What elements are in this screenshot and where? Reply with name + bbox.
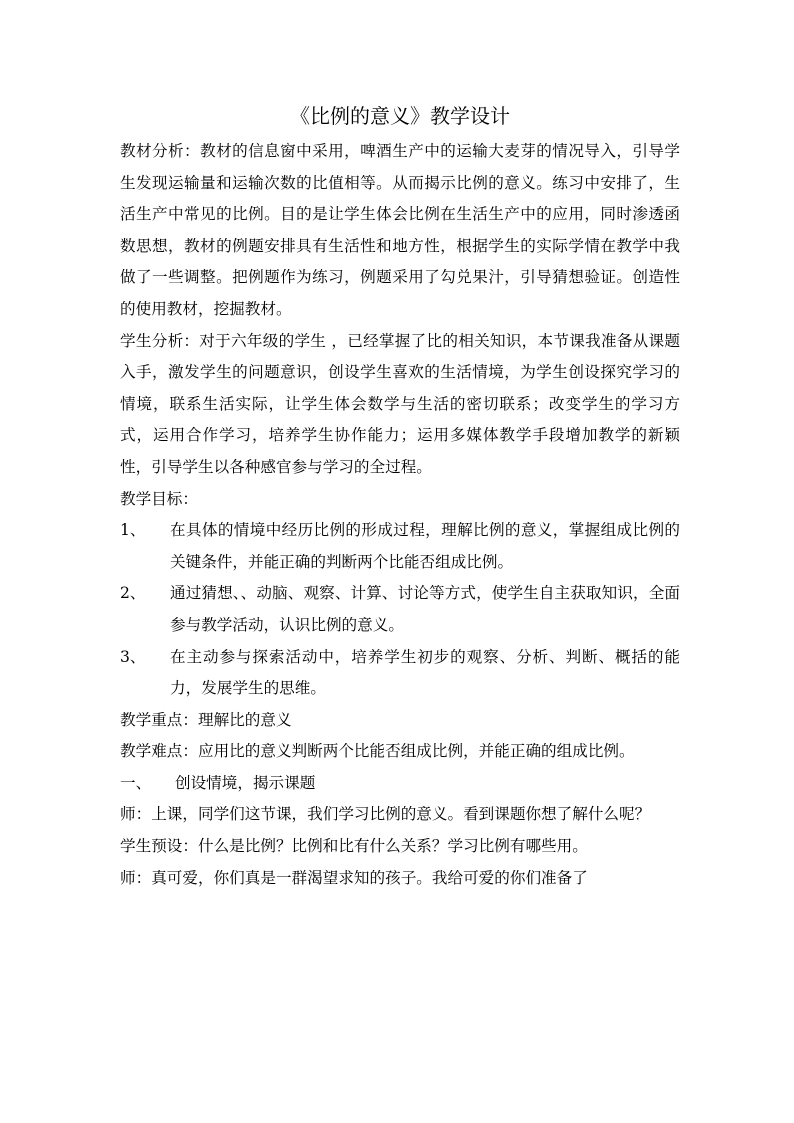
goal-item: [120, 642, 680, 705]
goal-number: 3、: [120, 647, 146, 666]
key-point-line: 教学重点：理解比的意义: [120, 710, 292, 729]
goal-text: 在主动参与探索活动中，培养学生初步的观察、分析、判断、概括的能力，发展学生的思维。: [170, 647, 680, 698]
difficulty-paragraph: 教学难点：应用比的意义判断两个比能否组成比例，并能正确的组成比例。: [120, 742, 635, 761]
textbook-analysis-paragraph: 教材分析：教材的信息窗中采用，啤酒生产中的运输大麦芽的情况导入，引导学生发现运输量和运输次数的比值相等。从而揭示比例的意义。练习中安排了，生活生产中常见的比例。目的是让学生体会比例在生活生产中的应用，同时渗透函数思想，教材的例题安排具有生活性和地方性，根据学生的实际学情在教学中我做了一些调整。把例题作为练习，例题采用了勾兑果汁，引导猜想验证。创造性的使用教材，挖掘教材。: [120, 142, 680, 318]
goal-item: [120, 515, 680, 578]
goal-number: 2、: [120, 584, 146, 603]
stage-heading: [120, 768, 680, 800]
goals-heading: 教学目标：: [120, 489, 198, 508]
teacher-line-1: 师：上课，同学们这节课，我们学习比例的意义。看到课题你想了解什么呢？: [120, 805, 651, 824]
stage-number: 一、: [120, 773, 152, 792]
goal-text: 在具体的情境中经历比例的形成过程，理解比例的意义，掌握组成比例的关键条件，并能正确的判断两个比能否组成比例。: [170, 521, 680, 571]
teacher-line-2: 师：真可爱，你们真是一群渴望求知的孩子。我给可爱的你们准备了: [120, 868, 588, 887]
student-analysis-paragraph: 学生分析：对于六年级的学生 ，已经掌握了比的相关知识，本节课我准备从课题入手，激发学生的问题意识，创设学生喜欢的生活情境，为学生创设探究学习的情境，联系生活实际，让学生体会数学与生活的密切联系；改变学生的学习方式，运用合作学习，培养学生协作能力；运用多媒体教学手段增加教学的新颖性，引导学生以各种感官参与学习的全过程。: [120, 331, 680, 476]
goal-item: [120, 578, 680, 641]
page-title: 《比例的意义》教学设计: [290, 104, 510, 128]
students-expect-line: 学生预设：什么是比例？比例和比有什么关系？学习比例有哪些用。: [120, 837, 588, 856]
goal-text: 通过猜想、、动脑、观察、计算、讨论等方式，使学生自主获取知识，全面参与教学活动，认识比例的意义。: [170, 584, 680, 634]
document-page: [120, 100, 680, 894]
stage-title: 创设情境，揭示课题: [174, 773, 316, 792]
goal-number: 1、: [120, 521, 146, 540]
